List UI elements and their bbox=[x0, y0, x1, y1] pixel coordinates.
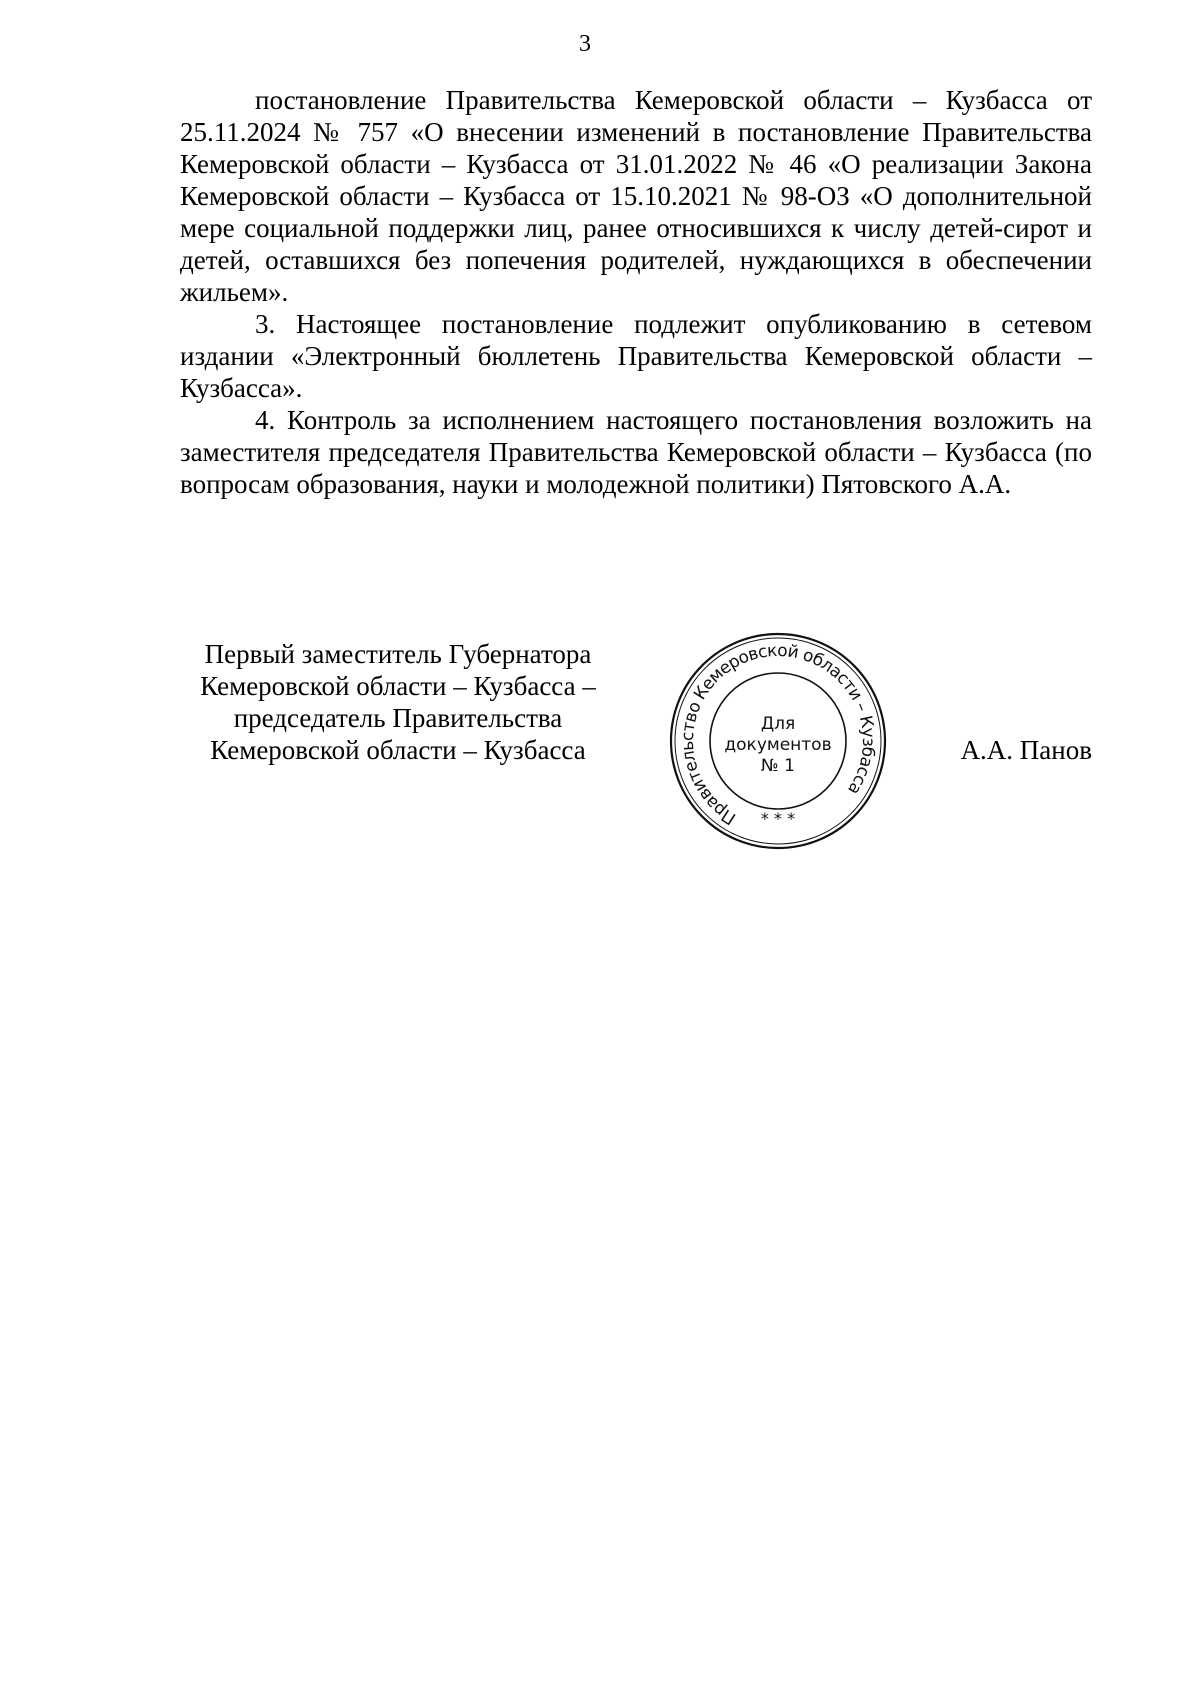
seal-center-line: № 1 bbox=[761, 756, 795, 776]
official-seal bbox=[663, 626, 893, 856]
seal-graphic bbox=[663, 626, 893, 856]
signatory-title-line: председатель Правительства bbox=[233, 703, 563, 733]
signatory-name: А.А. Панов bbox=[960, 735, 1092, 765]
signatory-title-line: Кемеровской области – Кузбасса bbox=[210, 735, 586, 765]
page-number: 3 bbox=[579, 31, 591, 57]
signature-block bbox=[0, 626, 1200, 856]
seal-stars: * * * bbox=[760, 809, 796, 828]
seal-center-line: документов bbox=[724, 735, 832, 755]
seal-ring-text: Правительство Кемеровской области – Кузбасса bbox=[677, 640, 879, 829]
signatory-title bbox=[178, 638, 618, 766]
paragraph-continuation: постановление Правительства Кемеровской области – Кузбасса от 25.11.2024 № 757 «О внесении изменений в постановление Правительства Кемеровской области – Кузбасса от 31.01.2022 № 46 «О реализации Закона Кемеровской области – Кузбасса от 15.10.2021 № 98-ОЗ «О дополнительной мере социальной поддержки лиц, ранее относившихся к числу детей-сирот и детей, оставшихся без попечения родителей, нуждающихся в обеспечении жильем». bbox=[180, 85, 1092, 307]
seal-center-line: Для bbox=[760, 714, 796, 734]
signatory-title-line: Кемеровской области – Кузбасса – bbox=[200, 671, 596, 701]
paragraph-publication: 3. Настоящее постановление подлежит опубликованию в сетевом издании «Электронный бюллетень Правительства Кемеровской области – Кузбасса». bbox=[180, 309, 1092, 403]
paragraph-control: 4. Контроль за исполнением настоящего постановления возложить на заместителя председателя Правительства Кемеровской области – Кузбасса (по вопросам образования, науки и молодежной политики) Пятовского А.А. bbox=[180, 405, 1092, 499]
document-body bbox=[180, 84, 1092, 500]
signatory-title-line: Первый заместитель Губернатора bbox=[204, 639, 592, 669]
